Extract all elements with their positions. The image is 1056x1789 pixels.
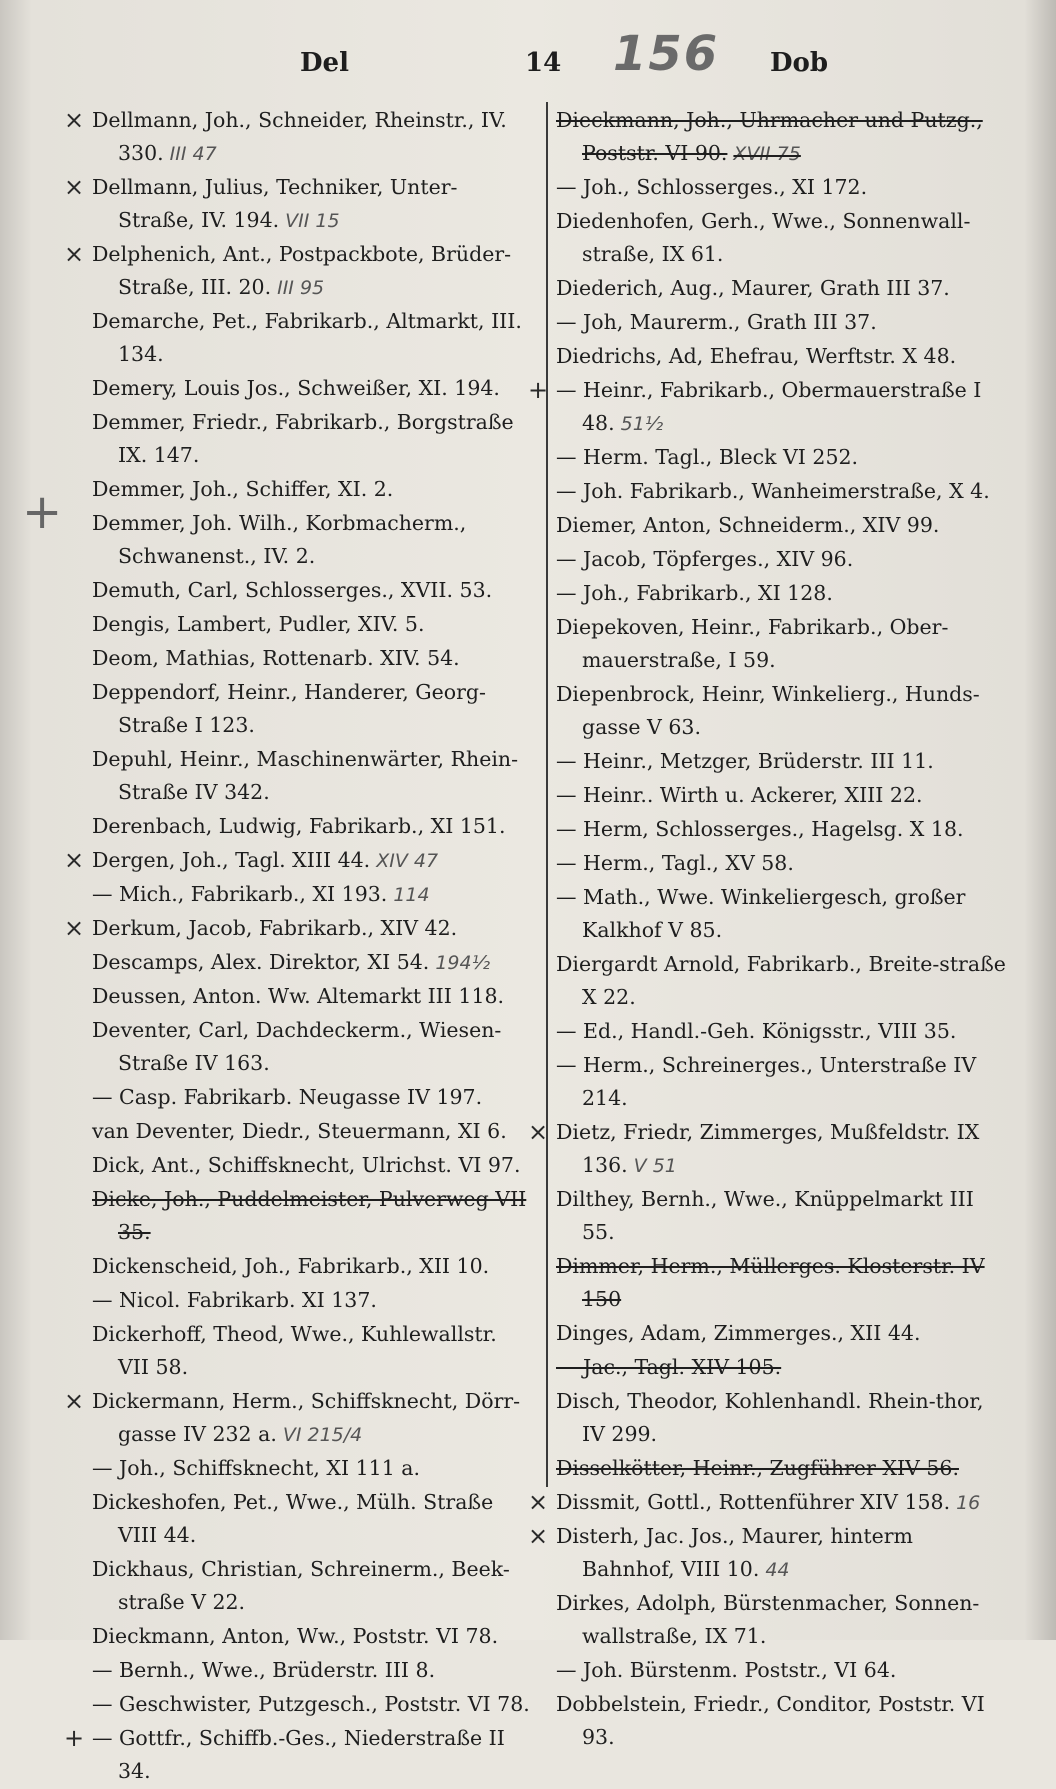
entry-text: Diepekoven, Heinr., Fabrikarb., Ober-mauerstraße, I 59.	[556, 615, 949, 672]
directory-entry	[556, 577, 1008, 611]
entry-handwritten-note: XVII 75	[733, 143, 801, 165]
entry-text: Dickenscheid, Joh., Fabrikarb., XII 10.	[92, 1254, 490, 1278]
entry-handwritten-note: V 51	[633, 1155, 677, 1177]
entry-text: Demarche, Pet., Fabrikarb., Altmarkt, III. 134.	[92, 309, 522, 366]
entry-text: — Herm. Tagl., Bleck VI 252.	[556, 445, 859, 469]
entry-text: Delphenich, Ant., Postpackbote, Brüder-Straße, III. 20.	[92, 242, 512, 299]
entry-text: Demmer, Joh. Wilh., Korbmacherm., Schwanenst., IV. 2.	[92, 511, 467, 568]
entry-text: — Joh. Bürstenm. Poststr., VI 64.	[556, 1658, 897, 1682]
entry-handwritten-note: III 47	[169, 143, 217, 165]
directory-entry	[556, 1317, 1008, 1351]
entry-margin-mark: ×	[64, 846, 85, 874]
directory-entry	[92, 1654, 532, 1688]
entry-text: Diepenbrock, Heinr, Winkelierg., Hunds-gasse V 63.	[556, 682, 980, 739]
entry-text: Demmer, Friedr., Fabrikarb., Borgstraße IX. 147.	[92, 410, 514, 467]
directory-entry	[556, 678, 1008, 745]
entry-text: Deppendorf, Heinr., Handerer, Georg-Straße I 123.	[92, 680, 486, 737]
entry-text: — Gottfr., Schiffb.-Ges., Niederstraße II 34.	[92, 1726, 505, 1783]
directory-entry	[92, 810, 532, 844]
entry-margin-mark: +	[528, 376, 549, 404]
directory-entry	[92, 507, 532, 574]
entry-text: — Jac., Tagl. XIV 105.	[556, 1355, 782, 1379]
directory-entry	[92, 1115, 532, 1149]
directory-entry	[556, 881, 1008, 948]
directory-entry	[556, 441, 1008, 475]
directory-entry	[556, 1351, 1008, 1385]
entry-handwritten-note: 194½	[435, 952, 490, 974]
entry-margin-mark: ×	[64, 106, 85, 134]
directory-entry	[556, 745, 1008, 779]
entry-text: Demmer, Joh., Schiffer, XI. 2.	[92, 477, 394, 501]
entry-margin-mark: ×	[64, 914, 85, 942]
directory-entry	[556, 1183, 1008, 1250]
entry-margin-mark: ×	[64, 173, 85, 201]
entry-text: — Herm, Schlosserges., Hagelsg. X 18.	[556, 817, 964, 841]
directory-entry	[64, 844, 532, 878]
left-column	[64, 104, 532, 1789]
entry-text: Dieckmann, Anton, Ww., Poststr. VI 78.	[92, 1624, 499, 1648]
entry-text: Dimmer, Herm., Müllerges. Klosterstr. IV 150	[556, 1254, 985, 1311]
entry-text: — Ed., Handl.-Geh. Königsstr., VIII 35.	[556, 1019, 957, 1043]
header-right-keyword: Dob	[770, 48, 829, 78]
entry-text: Depuhl, Heinr., Maschinenwärter, Rhein-Straße IV 342.	[92, 747, 519, 804]
directory-entry	[556, 1688, 1008, 1755]
directory-entry	[92, 406, 532, 473]
entry-text: — Geschwister, Putzgesch., Poststr. VI 78.	[92, 1692, 530, 1716]
directory-entry	[92, 1081, 532, 1115]
directory-entry	[556, 611, 1008, 678]
entry-margin-mark: ×	[64, 1387, 85, 1415]
entry-handwritten-note: XIV 47	[376, 850, 439, 872]
entry-text: — Herm., Schreinerges., Unterstraße IV 214.	[556, 1053, 977, 1110]
page-number: 14	[525, 48, 562, 78]
entry-text: Deom, Mathias, Rottenarb. XIV. 54.	[92, 646, 460, 670]
entry-margin-mark: ×	[528, 1118, 549, 1146]
entry-text: Demery, Louis Jos., Schweißer, XI. 194.	[92, 376, 500, 400]
directory-entry	[556, 813, 1008, 847]
entry-text: Dengis, Lambert, Pudler, XIV. 5.	[92, 612, 425, 636]
entry-text: Dirkes, Adolph, Bürstenmacher, Sonnen-wallstraße, IX 71.	[556, 1591, 980, 1648]
directory-entry	[556, 475, 1008, 509]
entry-text: Demuth, Carl, Schlosserges., XVII. 53.	[92, 578, 493, 602]
column-divider	[546, 102, 548, 1487]
entry-text: — Joh, Maurerm., Grath III 37.	[556, 310, 877, 334]
directory-entry	[92, 946, 532, 980]
entry-text: Dickhaus, Christian, Schreinerm., Beek-straße V 22.	[92, 1557, 510, 1614]
entry-text: Diedenhofen, Gerh., Wwe., Sonnenwall-straße, IX 61.	[556, 209, 971, 266]
entry-margin-mark: +	[64, 1724, 85, 1752]
directory-entry	[92, 1452, 532, 1486]
entry-text: Derkum, Jacob, Fabrikarb., XIV 42.	[92, 916, 458, 940]
entry-margin-mark: ×	[528, 1488, 549, 1516]
entry-text: — Mich., Fabrikarb., XI 193.	[92, 882, 388, 906]
directory-entry	[64, 1722, 532, 1789]
entry-text: — Heinr., Fabrikarb., Obermauerstraße I 48.	[556, 378, 982, 435]
directory-entry	[92, 743, 532, 810]
entry-text: Dinges, Adam, Zimmerges., XII 44.	[556, 1321, 921, 1345]
directory-entry	[556, 1385, 1008, 1452]
directory-entry	[556, 847, 1008, 881]
directory-entry	[92, 1149, 532, 1183]
entry-text: — Joh., Schlosserges., XI 172.	[556, 175, 868, 199]
directory-entry	[92, 608, 532, 642]
directory-entry	[92, 305, 532, 372]
entry-text: — Casp. Fabrikarb. Neugasse IV 197.	[92, 1085, 483, 1109]
entry-text: — Joh. Fabrikarb., Wanheimerstraße, X 4.	[556, 479, 990, 503]
margin-cross-mark: +	[22, 484, 63, 540]
entry-text: Diemer, Anton, Schneiderm., XIV 99.	[556, 513, 940, 537]
entry-text: Deussen, Anton. Ww. Altemarkt III 118.	[92, 984, 505, 1008]
entry-text: Dickerhoff, Theod, Wwe., Kuhlewallstr. VII 58.	[92, 1322, 497, 1379]
directory-entry	[528, 1116, 1008, 1183]
directory-entry	[556, 779, 1008, 813]
directory-entry	[528, 374, 1008, 441]
entry-handwritten-note: 16	[956, 1492, 981, 1514]
entry-handwritten-note: III 95	[277, 277, 325, 299]
entry-text: Dickermann, Herm., Schiffsknecht, Dörr-gasse IV 232 a.	[92, 1389, 521, 1446]
directory-entry	[92, 642, 532, 676]
entry-text: Dick, Ant., Schiffsknecht, Ulrichst. VI 97.	[92, 1153, 521, 1177]
directory-entry	[92, 1183, 532, 1250]
entry-text: — Bernh., Wwe., Brüderstr. III 8.	[92, 1658, 436, 1682]
directory-entry	[92, 1284, 532, 1318]
entry-handwritten-note: VII 15	[285, 210, 340, 232]
page-header	[90, 26, 996, 88]
directory-entry	[528, 1520, 1008, 1587]
directory-entry	[556, 1654, 1008, 1688]
directory-entry	[92, 1318, 532, 1385]
directory-entry	[556, 306, 1008, 340]
directory-entry	[556, 509, 1008, 543]
directory-entry	[92, 676, 532, 743]
entry-margin-mark: ×	[528, 1522, 549, 1550]
entry-text: van Deventer, Diedr., Steuermann, XI 6.	[92, 1119, 507, 1143]
entry-text: Dissmit, Gottl., Rottenführer XIV 158.	[556, 1490, 951, 1514]
directory-entry	[92, 1620, 532, 1654]
entry-text: Dieckmann, Joh., Uhrmacher und Putzg., Poststr. VI 90.	[556, 108, 983, 165]
directory-entry	[92, 473, 532, 507]
entry-text: Descamps, Alex. Direktor, XI 54.	[92, 950, 430, 974]
directory-entry	[92, 1250, 532, 1284]
entry-text: Dellmann, Julius, Techniker, Unter-Straße, IV. 194.	[92, 175, 458, 232]
directory-entry	[64, 1385, 532, 1452]
directory-entry	[64, 171, 532, 238]
entry-text: Diedrichs, Ad, Ehefrau, Werftstr. X 48.	[556, 344, 957, 368]
entry-text: — Heinr.. Wirth u. Ackerer, XIII 22.	[556, 783, 923, 807]
directory-entry	[556, 171, 1008, 205]
directory-entry	[556, 104, 1008, 171]
entry-text: Diederich, Aug., Maurer, Grath III 37.	[556, 276, 950, 300]
entry-text: — Joh., Schiffsknecht, XI 111 a.	[92, 1456, 420, 1480]
directory-entry	[64, 912, 532, 946]
directory-entry	[92, 1014, 532, 1081]
entry-text: Dellmann, Joh., Schneider, Rheinstr., IV. 330.	[92, 108, 507, 165]
directory-entry	[92, 372, 532, 406]
entry-text: — Nicol. Fabrikarb. XI 137.	[92, 1288, 377, 1312]
entry-margin-mark: ×	[64, 240, 85, 268]
directory-entry	[64, 238, 532, 305]
entry-text: Dietz, Friedr, Zimmerges, Mußfeldstr. IX 136.	[556, 1120, 980, 1177]
directory-entry	[64, 104, 532, 171]
directory-entry	[92, 574, 532, 608]
right-column	[528, 104, 1008, 1755]
directory-entry	[556, 340, 1008, 374]
entry-text: Derenbach, Ludwig, Fabrikarb., XI 151.	[92, 814, 506, 838]
entry-text: — Joh., Fabrikarb., XI 128.	[556, 581, 833, 605]
entry-text: Disterh, Jac. Jos., Maurer, hinterm Bahnhof, VIII 10.	[556, 1524, 913, 1581]
entry-text: Dilthey, Bernh., Wwe., Knüppelmarkt III 55.	[556, 1187, 974, 1244]
directory-entry	[556, 948, 1008, 1015]
header-left-keyword: Del	[300, 48, 349, 78]
entry-text: Disselkötter, Heinr., Zugführer XIV 56.	[556, 1456, 959, 1480]
entry-text: Diergardt Arnold, Fabrikarb., Breite-straße X 22.	[556, 952, 1006, 1009]
handwritten-page-number: 156	[613, 26, 720, 82]
entry-handwritten-note: VI 215/4	[282, 1424, 363, 1446]
directory-entry	[556, 1250, 1008, 1317]
entry-text: Dergen, Joh., Tagl. XIII 44.	[92, 848, 371, 872]
entry-handwritten-note: 114	[393, 884, 430, 906]
entry-text: Dobbelstein, Friedr., Conditor, Poststr. VI 93.	[556, 1692, 985, 1749]
directory-entry	[556, 1049, 1008, 1116]
directory-entry	[92, 1553, 532, 1620]
directory-entry	[556, 272, 1008, 306]
entry-handwritten-note: 51½	[620, 413, 664, 435]
entry-text: — Herm., Tagl., XV 58.	[556, 851, 794, 875]
entry-text: Disch, Theodor, Kohlenhandl. Rhein-thor, IV 299.	[556, 1389, 984, 1446]
directory-entry	[556, 205, 1008, 272]
entry-handwritten-note: 44	[765, 1559, 790, 1581]
entry-text: Deventer, Carl, Dachdeckerm., Wiesen-Straße IV 163.	[92, 1018, 502, 1075]
entry-text: — Heinr., Metzger, Brüderstr. III 11.	[556, 749, 934, 773]
directory-entry	[556, 1452, 1008, 1486]
entry-text: Dickeshofen, Pet., Wwe., Mülh. Straße VIII 44.	[92, 1490, 494, 1547]
directory-entry	[92, 1486, 532, 1553]
directory-entry	[92, 980, 532, 1014]
directory-entry	[92, 1688, 532, 1722]
directory-entry	[92, 878, 532, 912]
directory-entry	[528, 1486, 1008, 1520]
directory-entry	[556, 1587, 1008, 1654]
directory-entry	[556, 543, 1008, 577]
entry-text: — Jacob, Töpferges., XIV 96.	[556, 547, 854, 571]
directory-entry	[556, 1015, 1008, 1049]
entry-text: — Math., Wwe. Winkeliergesch, großer Kalkhof V 85.	[556, 885, 966, 942]
entry-text: Dicke, Joh., Puddelmeister, Pulverweg VII 35.	[92, 1187, 527, 1244]
